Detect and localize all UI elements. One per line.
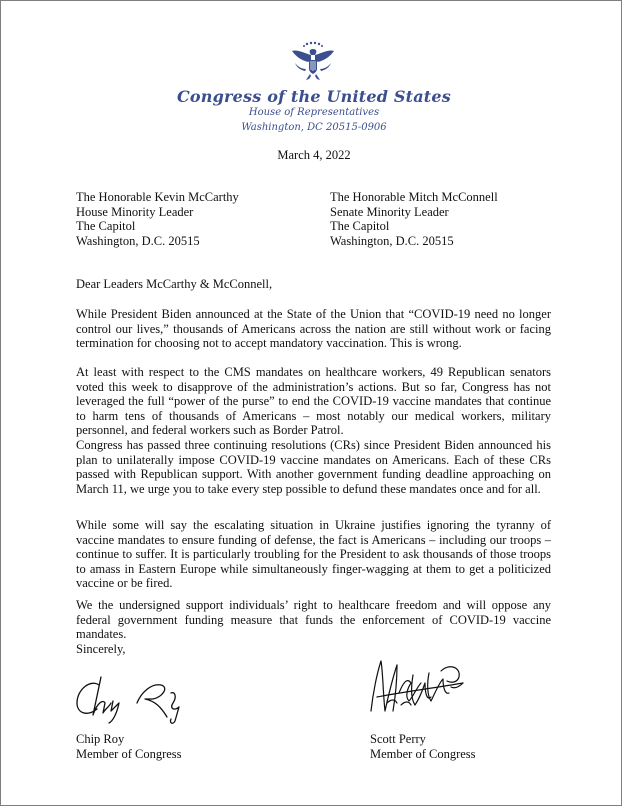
recipient-role: Senate Minority Leader (330, 204, 449, 219)
letter-date: March 4, 2022 (277, 148, 351, 162)
recipient-address-right (330, 190, 498, 248)
signer-name: Scott Perry (370, 732, 426, 746)
recipient-city: Washington, D.C. 20515 (330, 233, 454, 248)
body-paragraph-3: Congress has passed three continuing resolutions (CRs) since President Biden announced his plan to unilaterally impose COVID-19 vaccine mandates on Americans. Each of these CRs passed with Republican support. With another government funding deadline approaching on March 11, we urge you to take every step possible to defund these mandates once and for all. (76, 438, 551, 496)
signer-block-left (76, 732, 182, 761)
signer-name: Chip Roy (76, 732, 125, 746)
recipient-name: The Honorable Kevin McCarthy (76, 190, 239, 204)
signer-title: Member of Congress (76, 746, 182, 761)
letterhead-chamber: House of Representatives (248, 107, 380, 118)
letterhead-address: Washington, DC 20515-0906 (241, 122, 387, 133)
signature-scott-perry (367, 653, 467, 723)
body-paragraph-2: At least with respect to the CMS mandates on healthcare workers, 49 Republican senators voted this week to disapprove of the administration’s actions. But so far, Congress has not leveraged the full “power of the purse” to end the COVID-19 vaccine mandates that continue to harm tens of thousands of Americans – most notably our medical workers, military personnel, and federal workers such as Border Patrol. (76, 365, 551, 437)
body-paragraph-1: While President Biden announced at the State of the Union that “COVID-19 need no longer control our lives,” thousands of Americans across the nation are still without work or facing termination for choosing not to accept mandatory vaccination. This is wrong. (76, 307, 551, 350)
recipient-role: House Minority Leader (76, 204, 194, 219)
body-paragraph-4: While some will say the escalating situation in Ukraine justifies ignoring the tyranny of vaccine mandates to ensure funding of defense, the fact is Americans – including our troops – continue to suffer. It is particularly troubling for the President to ask thousands of those troops to amass in Eastern Europe while simultaneously finger-wagging at them to get a politicized vaccine or be fired. (76, 518, 551, 590)
recipient-city: Washington, D.C. 20515 (76, 233, 200, 248)
signer-block-right (370, 732, 476, 761)
signer-title: Member of Congress (370, 746, 476, 761)
recipient-address-left (76, 190, 239, 248)
letterhead-title: Congress of the United States (176, 87, 451, 106)
recipient-building: The Capitol (76, 219, 136, 233)
salutation: Dear Leaders McCarthy & McConnell, (76, 277, 273, 291)
house-seal-icon (290, 41, 336, 83)
recipient-building: The Capitol (330, 219, 390, 233)
closing: Sincerely, (76, 642, 126, 656)
signature-chip-roy (71, 673, 186, 725)
recipient-name: The Honorable Mitch McConnell (330, 190, 498, 204)
body-paragraph-5: We the undersigned support individuals’ right to healthcare freedom and will oppose any federal government funding measure that funds the enforcement of COVID-19 vaccine mandates. (76, 598, 551, 641)
